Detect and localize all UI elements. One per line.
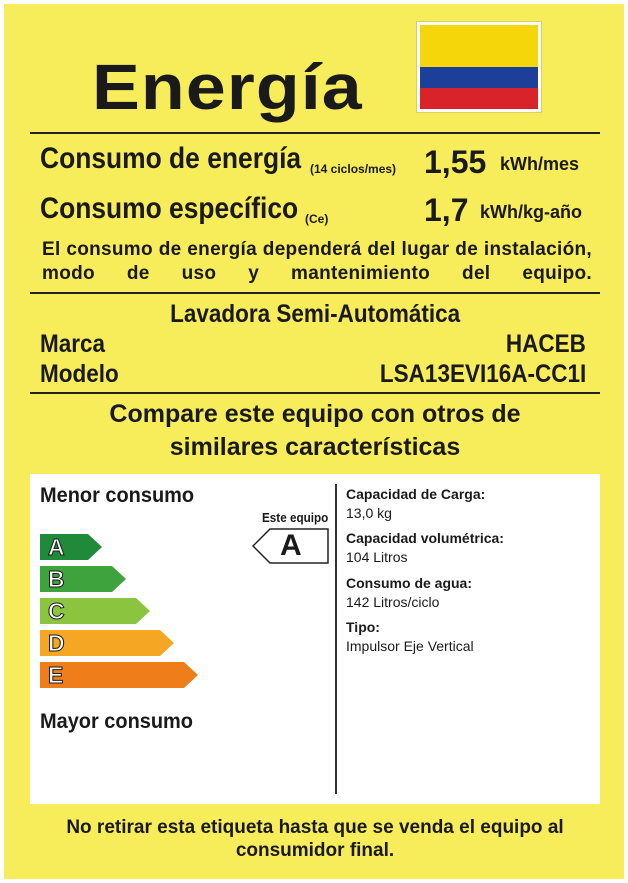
rating-letter-c: C <box>48 598 65 624</box>
product-type: Lavadora Semi-Automática <box>169 300 461 328</box>
indicator-arrow <box>252 528 330 569</box>
label-title: Energía <box>92 51 363 123</box>
footer-notice <box>30 816 600 862</box>
rating-bar-d <box>40 630 174 656</box>
rating-bar-a <box>40 534 102 560</box>
rating-bar-c <box>40 598 150 624</box>
divider <box>30 292 600 294</box>
spec-value: Impulsor Eje Vertical <box>346 638 474 654</box>
rating-letter-e: E <box>48 662 64 688</box>
compare-line-1: Compare este equipo con otros de <box>109 400 521 428</box>
brand-value: HACEB <box>505 330 586 358</box>
spec-label: Capacidad de Carga: <box>346 486 486 502</box>
consumption-note: El consumo de energía dependerá del lugar de instalación, modo de uso y mantenimiento del equipo. <box>42 239 592 284</box>
divider <box>30 132 600 134</box>
indicator-class: A <box>280 529 302 562</box>
spec-value: 13,0 kg <box>346 505 392 521</box>
specific-consumption-unit: kWh/kg-año <box>480 202 582 222</box>
spec-value: 142 Litros/ciclo <box>346 594 440 610</box>
energy-label <box>4 4 624 879</box>
energy-consumption-sub: (14 ciclos/mes) <box>310 162 397 176</box>
max-consumption-label: Mayor consumo <box>40 710 193 733</box>
panel-divider <box>335 484 337 794</box>
model-value: LSA13EVI16A-CC1I <box>379 360 586 388</box>
spec-label: Tipo: <box>346 619 380 635</box>
compare-message <box>30 398 600 464</box>
spec-label: Consumo de agua: <box>346 575 473 591</box>
specific-consumption-value: 1,7 <box>424 192 469 228</box>
footer-line-1: No retirar esta etiqueta hasta que se venda el equipo al <box>66 817 564 838</box>
rating-bar-b <box>40 566 126 592</box>
energy-consumption-label: Consumo de energía <box>40 142 302 175</box>
model-label: Modelo <box>40 360 119 388</box>
spec-label: Capacidad volumétrica: <box>346 530 504 546</box>
specific-consumption-sub: (Ce) <box>305 212 329 226</box>
specific-consumption-label: Consumo específico <box>40 192 299 225</box>
indicator-label: Este equipo <box>262 510 329 525</box>
product-type-row <box>30 300 600 329</box>
energy-consumption-row <box>40 142 337 176</box>
compare-line-2: similares características <box>169 433 461 461</box>
specific-consumption-row <box>40 192 333 226</box>
rating-letter-a: A <box>48 534 65 560</box>
footer-line-2: consumidor final. <box>235 840 395 861</box>
rating-bar-e <box>40 662 198 688</box>
energy-consumption-value: 1,55 <box>424 144 487 180</box>
rating-letter-b: B <box>48 566 65 592</box>
colombia-flag-icon <box>417 22 541 112</box>
divider <box>30 392 600 394</box>
rating-letter-d: D <box>48 630 65 656</box>
energy-consumption-unit: kWh/mes <box>500 154 580 174</box>
spec-value: 104 Litros <box>346 549 408 565</box>
min-consumption-label: Menor consumo <box>40 484 195 507</box>
brand-label: Marca <box>40 330 106 358</box>
